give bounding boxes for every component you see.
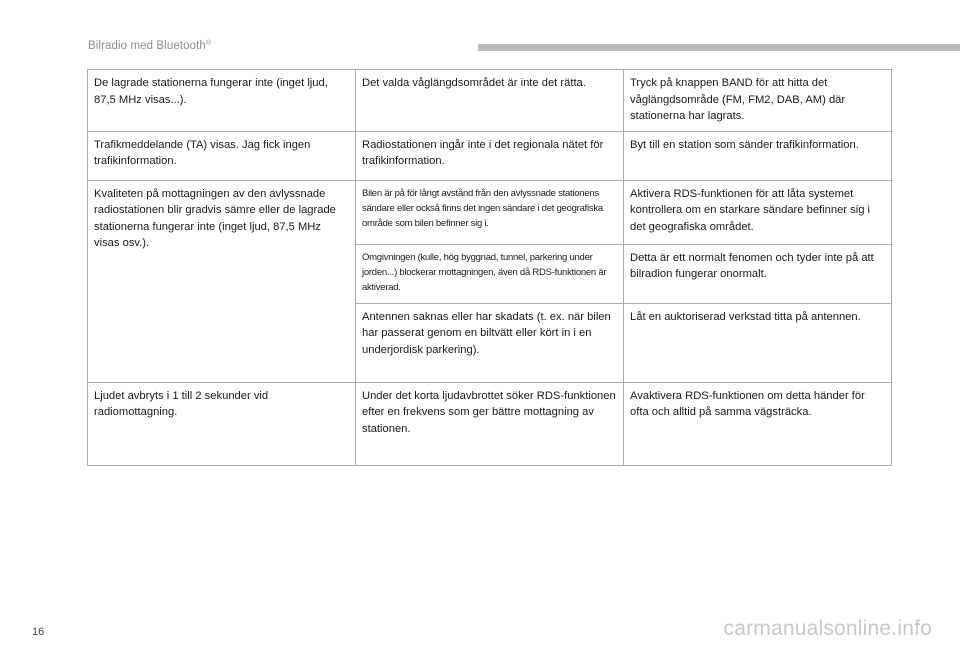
- watermark: carmanualsonline.info: [723, 617, 932, 640]
- solution-cell: Avaktivera RDS-funktionen om detta händer för ofta och alltid på samma vägsträcka.: [624, 382, 892, 465]
- table-row: [88, 382, 892, 465]
- solution-cell: Låt en auktoriserad verkstad titta på antennen.: [624, 303, 892, 382]
- section-title: [88, 40, 211, 52]
- cause-cell: Antennen saknas eller har skadats (t. ex. när bilen har passerat genom en biltvätt eller kört in i en underjordisk parkering).: [356, 303, 624, 382]
- cause-cell: Omgivningen (kulle, hög byggnad, tunnel, parkering under jorden...) blockerar mottagningen, även då RDS-funktionen är aktiverad.: [356, 244, 624, 303]
- table-row: [88, 180, 892, 244]
- cause-cell: Under det korta ljudavbrottet söker RDS-funktionen efter en frekvens som ger bättre mottagning av stationen.: [356, 382, 624, 465]
- cause-cell: Det valda våglängdsområdet är inte det rätta.: [356, 70, 624, 132]
- header-bar: [478, 44, 960, 51]
- troubleshooting-table: [87, 69, 892, 466]
- solution-cell: Byt till en station som sänder trafikinformation.: [624, 131, 892, 180]
- section-title-text: Bilradio med Bluetooth: [88, 40, 206, 52]
- table-row: [88, 70, 892, 132]
- problem-cell: Kvaliteten på mottagningen av den avlyssnade radiostationen blir gradvis sämre eller de lagrade stationerna fungerar inte (inget ljud, 87,5 MHz visas osv.).: [88, 180, 356, 382]
- registered-mark: ®: [205, 40, 212, 47]
- page-number: 16: [32, 626, 45, 638]
- solution-cell: Tryck på knappen BAND för att hitta det våglängdsområde (FM, FM2, DAB, AM) där stationerna har lagrats.: [624, 70, 892, 132]
- cause-cell: Bilen är på för långt avstånd från den avlyssnade stationens sändare eller också finns det ingen sändare i det geografiska område som bilen befinner sig i.: [356, 180, 624, 244]
- table-row: [88, 131, 892, 180]
- problem-cell: Ljudet avbryts i 1 till 2 sekunder vid radiomottagning.: [88, 382, 356, 465]
- cause-cell: Radiostationen ingår inte i det regionala nätet för trafikinformation.: [356, 131, 624, 180]
- problem-cell: De lagrade stationerna fungerar inte (inget ljud, 87,5 MHz visas...).: [88, 70, 356, 132]
- problem-cell: Trafikmeddelande (TA) visas. Jag fick ingen trafikinformation.: [88, 131, 356, 180]
- solution-cell: Detta är ett normalt fenomen och tyder inte på att bilradion fungerar onormalt.: [624, 244, 892, 303]
- solution-cell: Aktivera RDS-funktionen för att låta systemet kontrollera om en starkare sändare befinner sig i det geografiska området.: [624, 180, 892, 244]
